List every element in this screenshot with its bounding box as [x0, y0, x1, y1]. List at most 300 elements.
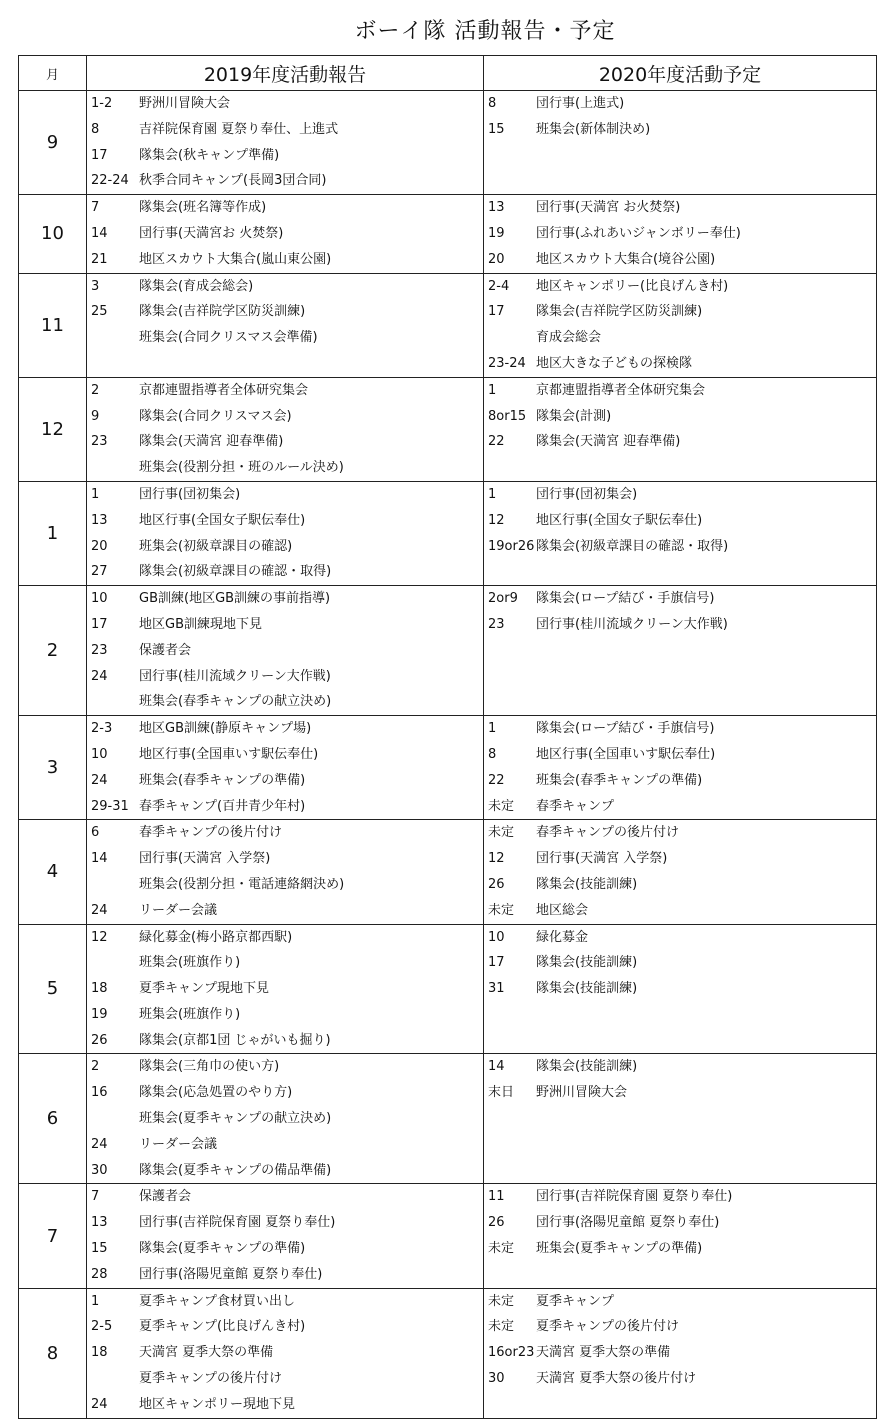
entry-text: 秋季合同キャンプ(長岡3団合同)	[139, 173, 327, 189]
plan-cell	[484, 1184, 877, 1288]
entry-text: 隊集会(天満宮 迎春準備)	[536, 434, 681, 450]
report-entry	[91, 664, 483, 690]
entry-text: 地区総会	[536, 902, 589, 918]
plan-entry	[488, 1314, 876, 1340]
report-entry	[91, 1262, 483, 1288]
report-cell	[87, 377, 484, 481]
month-cell: 4	[19, 820, 87, 924]
entry-text: 夏季キャンプ	[536, 1293, 615, 1309]
entry-text: 京都連盟指導者全体研究集会	[536, 382, 706, 398]
plan-entry	[488, 325, 876, 351]
month-cell: 9	[19, 91, 87, 195]
plan-entry	[488, 950, 876, 976]
plan-entry	[488, 638, 876, 664]
entry-text: 地区スカウト大集合(境谷公園)	[536, 251, 716, 267]
plan-cell	[484, 195, 877, 273]
month-row	[19, 1054, 877, 1184]
entry-text: 班集会(役割分担・班のルール決め)	[139, 460, 344, 476]
entry-date: 6	[91, 825, 100, 841]
entry-date: 21	[91, 251, 108, 267]
entry-text: 地区行事(全国車いす駅伝奉仕)	[536, 746, 716, 762]
report-entry	[91, 689, 483, 715]
entry-date: 14	[91, 225, 108, 241]
entry-date	[91, 689, 139, 715]
entry-text: 地区GB訓練現地下見	[139, 616, 262, 632]
plan-cell	[484, 1054, 877, 1184]
month-cell: 6	[19, 1054, 87, 1184]
report-cell	[87, 1288, 484, 1418]
entry-date: 20	[488, 251, 505, 267]
entry-text: 隊集会(応急処置のやり方)	[139, 1085, 293, 1101]
report-entry	[91, 1106, 483, 1132]
report-entry	[91, 351, 483, 377]
entry-text: 吉祥院保育園 夏祭り奉仕、上進式	[139, 121, 339, 137]
report-entry	[91, 1236, 483, 1262]
entry-date	[91, 1366, 139, 1392]
entry-text: 団行事(天満宮 入学祭)	[139, 851, 271, 867]
plan-entry	[488, 1106, 876, 1132]
month-row	[19, 91, 877, 195]
entry-text: 天満宮 夏季大祭の準備	[536, 1345, 671, 1361]
entry-text: 団行事(洛陽児童館 夏祭り奉仕)	[139, 1266, 323, 1282]
plan-entry	[488, 91, 876, 117]
entry-text: 班集会(役割分担・電話連絡網決め)	[139, 876, 345, 892]
entry-date: 未定	[488, 902, 515, 918]
plan-entry	[488, 429, 876, 455]
plan-entry	[488, 1289, 876, 1315]
entry-text: 京都連盟指導者全体研究集会	[139, 382, 309, 398]
entry-date: 14	[91, 851, 108, 867]
plan-cell	[484, 1288, 877, 1418]
entry-text: 班集会(班旗作り)	[139, 1006, 241, 1022]
entry-date: 12	[488, 851, 505, 867]
entry-text: 班集会(合同クリスマス会準備)	[139, 330, 318, 346]
entry-text: 隊集会(技能訓練)	[536, 981, 638, 997]
entry-text: 隊集会(技能訓練)	[536, 955, 638, 971]
month-row	[19, 820, 877, 924]
month-cell: 5	[19, 924, 87, 1054]
entry-date: 1	[91, 486, 100, 502]
entry-date: 2-4	[488, 278, 510, 294]
entry-text: 班集会(春季キャンプの献立決め)	[139, 694, 332, 710]
report-entry	[91, 325, 483, 351]
entry-text: 地区スカウト大集合(嵐山東公園)	[139, 251, 332, 267]
entry-date: 1	[488, 721, 497, 737]
entry-text: 天満宮 夏季大祭の後片付け	[536, 1371, 697, 1387]
report-entry	[91, 1289, 483, 1315]
entry-text: 緑化募金	[536, 929, 589, 945]
entry-date: 22	[488, 434, 505, 450]
entry-text: 隊集会(初級章課目の確認・取得)	[139, 564, 332, 580]
plan-entry	[488, 1366, 876, 1392]
entry-text: 地区キャンポリー(比良げんき村)	[536, 278, 729, 294]
month-cell: 8	[19, 1288, 87, 1418]
entry-date: 26	[91, 1032, 108, 1048]
entry-text: 保護者会	[139, 1189, 192, 1205]
entry-text: 団行事(団初集会)	[536, 486, 638, 502]
table-body	[19, 91, 877, 1419]
plan-entry	[488, 247, 876, 273]
entry-date: 17	[488, 955, 505, 971]
entry-date: 1	[488, 486, 497, 502]
plan-entry	[488, 1054, 876, 1080]
entry-text: 班集会(春季キャンプの準備)	[139, 772, 306, 788]
report-entry	[91, 482, 483, 508]
entry-date: 17	[91, 147, 108, 163]
report-entry	[91, 794, 483, 820]
entry-text: 団行事(洛陽児童館 夏祭り奉仕)	[536, 1215, 720, 1231]
entry-text: 隊集会(育成会総会)	[139, 278, 254, 294]
entry-text: 隊集会(ロープ結び・手旗信号)	[536, 591, 715, 607]
entry-date: 13	[488, 200, 505, 216]
entry-text: 団行事(ふれあいジャンボリー奉仕)	[536, 225, 741, 241]
report-entry	[91, 404, 483, 430]
report-entry	[91, 1340, 483, 1366]
entry-text: 隊集会(天満宮 迎春準備)	[139, 434, 284, 450]
entry-date: 19	[91, 1006, 108, 1022]
plan-entry	[488, 404, 876, 430]
plan-entry	[488, 299, 876, 325]
entry-text: 春季キャンプの後片付け	[536, 825, 680, 841]
entry-text: リーダー会議	[139, 902, 218, 918]
entry-text: 隊集会(ロープ結び・手旗信号)	[536, 721, 715, 737]
entry-date: 30	[488, 1371, 505, 1387]
entry-date: 13	[91, 1215, 108, 1231]
report-entry	[91, 559, 483, 585]
plan-cell	[484, 273, 877, 377]
entry-date: 未定	[488, 1241, 515, 1257]
entry-text: 団行事(天満宮 お火焚祭)	[536, 200, 681, 216]
plan-entry	[488, 1080, 876, 1106]
plan-entry	[488, 716, 876, 742]
entry-date	[91, 872, 139, 898]
plan-column-header: 2020年度活動予定	[484, 56, 877, 91]
plan-entry	[488, 508, 876, 534]
entry-date: 16	[91, 1085, 108, 1101]
entry-date: 15	[488, 121, 505, 137]
entry-date	[91, 325, 139, 351]
entry-text: 夏季キャンプの後片付け	[536, 1319, 680, 1335]
report-entry	[91, 247, 483, 273]
month-row	[19, 273, 877, 377]
entry-date: 24	[91, 902, 108, 918]
entry-date: 8or15	[488, 408, 527, 424]
report-entry	[91, 1314, 483, 1340]
plan-entry	[488, 378, 876, 404]
report-entry	[91, 1184, 483, 1210]
entry-text: 隊集会(三角巾の使い方)	[139, 1059, 280, 1075]
entry-date: 20	[91, 538, 108, 554]
report-cell	[87, 1184, 484, 1288]
plan-entry	[488, 1236, 876, 1262]
plan-entry	[488, 664, 876, 690]
report-entry	[91, 950, 483, 976]
entry-date: 15	[91, 1241, 108, 1257]
report-cell	[87, 481, 484, 585]
report-entry	[91, 768, 483, 794]
entry-date: 17	[91, 616, 108, 632]
entry-date: 10	[488, 929, 505, 945]
entry-text: 団行事(吉祥院保育園 夏祭り奉仕)	[536, 1189, 733, 1205]
report-entry	[91, 1132, 483, 1158]
entry-text: 保護者会	[139, 642, 192, 658]
month-row	[19, 195, 877, 273]
month-row	[19, 924, 877, 1054]
entry-text: 隊集会(計測)	[536, 408, 612, 424]
entry-text: 隊集会(初級章課目の確認・取得)	[536, 538, 729, 554]
entry-date: 1	[91, 1293, 100, 1309]
report-entry	[91, 378, 483, 404]
entry-text: 団行事(桂川流域クリーン大作戦)	[139, 668, 331, 684]
entry-text: 隊集会(技能訓練)	[536, 876, 638, 892]
plan-entry	[488, 1132, 876, 1158]
plan-entry	[488, 1392, 876, 1418]
month-row	[19, 1184, 877, 1288]
entry-text: 野洲川冒険大会	[536, 1085, 628, 1101]
entry-date: 2-5	[91, 1319, 113, 1335]
entry-text: 地区行事(全国女子駅伝奉仕)	[139, 512, 306, 528]
entry-date: 24	[91, 1136, 108, 1152]
plan-entry	[488, 559, 876, 585]
report-entry	[91, 117, 483, 143]
entry-text: 夏季キャンプ食材買い出し	[139, 1293, 296, 1309]
entry-date: 12	[91, 929, 108, 945]
plan-entry	[488, 768, 876, 794]
plan-entry	[488, 612, 876, 638]
month-row	[19, 1288, 877, 1418]
entry-text: 班集会(夏季キャンプの準備)	[536, 1241, 703, 1257]
table-header-row	[19, 56, 877, 91]
plan-cell	[484, 924, 877, 1054]
plan-entry	[488, 221, 876, 247]
report-entry	[91, 299, 483, 325]
entry-date: 24	[91, 772, 108, 788]
month-cell: 1	[19, 481, 87, 585]
entry-text: 夏季キャンプ現地下見	[139, 981, 270, 997]
entry-date: 末日	[488, 1085, 515, 1101]
plan-entry	[488, 1028, 876, 1054]
entry-text: 隊集会(班名簿等作成)	[139, 200, 267, 216]
entry-date: 10	[91, 746, 108, 762]
report-entry	[91, 820, 483, 846]
entry-text: 地区GB訓練(静原キャンプ場)	[139, 721, 312, 737]
entry-text: 緑化募金(梅小路京都西駅)	[139, 929, 293, 945]
entry-date	[91, 950, 139, 976]
entry-text: 地区キャンポリー現地下見	[139, 1396, 296, 1412]
entry-date: 27	[91, 564, 108, 580]
entry-text: 隊集会(技能訓練)	[536, 1059, 638, 1075]
entry-date: 18	[91, 981, 108, 997]
plan-entry	[488, 1262, 876, 1288]
report-entry	[91, 455, 483, 481]
entry-date: 1-2	[91, 96, 113, 111]
entry-text: 地区大きな子どもの探検隊	[536, 355, 693, 371]
entry-text: 地区行事(全国車いす駅伝奉仕)	[139, 746, 319, 762]
plan-cell	[484, 481, 877, 585]
month-cell: 3	[19, 716, 87, 820]
entry-text: 天満宮 夏季大祭の準備	[139, 1345, 274, 1361]
entry-date: 未定	[488, 1319, 515, 1335]
month-cell: 2	[19, 586, 87, 716]
entry-date: 1	[488, 382, 497, 398]
report-entry	[91, 1028, 483, 1054]
plan-entry	[488, 1002, 876, 1028]
entry-text: 班集会(春季キャンプの準備)	[536, 772, 703, 788]
month-cell: 7	[19, 1184, 87, 1288]
entry-text: 隊集会(夏季キャンプの備品準備)	[139, 1162, 332, 1178]
entry-date: 23-24	[488, 355, 526, 371]
entry-text: 隊集会(京都1団 じゃがいも掘り)	[139, 1032, 331, 1048]
plan-entry	[488, 689, 876, 715]
entry-date: 2	[91, 382, 100, 398]
entry-date: 7	[91, 1189, 100, 1205]
report-cell	[87, 716, 484, 820]
entry-date	[91, 455, 139, 481]
entry-text: 班集会(班旗作り)	[139, 955, 241, 971]
entry-date: 12	[488, 512, 505, 528]
report-entry	[91, 925, 483, 951]
entry-date: 8	[488, 96, 497, 111]
entry-date: 25	[91, 304, 108, 320]
report-entry	[91, 976, 483, 1002]
report-entry	[91, 221, 483, 247]
plan-entry	[488, 820, 876, 846]
plan-cell	[484, 377, 877, 481]
entry-date: 31	[488, 981, 505, 997]
report-cell	[87, 1054, 484, 1184]
entry-text: 隊集会(秋キャンプ準備)	[139, 147, 280, 163]
plan-entry	[488, 846, 876, 872]
entry-date: 13	[91, 512, 108, 528]
month-row	[19, 716, 877, 820]
report-entry	[91, 1054, 483, 1080]
plan-entry	[488, 1210, 876, 1236]
plan-entry	[488, 195, 876, 221]
entry-text: 班集会(新体制決め)	[536, 121, 651, 137]
entry-date: 23	[91, 642, 108, 658]
report-entry	[91, 612, 483, 638]
plan-cell	[484, 586, 877, 716]
entry-date: 29-31	[91, 798, 129, 814]
report-cell	[87, 273, 484, 377]
report-entry	[91, 586, 483, 612]
month-row	[19, 586, 877, 716]
report-entry	[91, 534, 483, 560]
report-entry	[91, 716, 483, 742]
entry-date	[488, 325, 536, 351]
entry-text: 団行事(桂川流域クリーン大作戦)	[536, 616, 728, 632]
entry-text: 野洲川冒険大会	[139, 96, 231, 111]
entry-date	[91, 1106, 139, 1132]
plan-cell	[484, 716, 877, 820]
entry-text: 夏季キャンプの後片付け	[139, 1371, 283, 1387]
report-entry	[91, 508, 483, 534]
entry-date: 3	[91, 278, 100, 294]
entry-text: 団行事(天満宮お 火焚祭)	[139, 225, 284, 241]
entry-text: 育成会総会	[536, 330, 602, 346]
entry-text: 隊集会(合同クリスマス会)	[139, 408, 292, 424]
plan-entry	[488, 143, 876, 169]
entry-date: 2or9	[488, 591, 518, 607]
entry-date: 18	[91, 1345, 108, 1361]
entry-date: 26	[488, 1215, 505, 1231]
entry-date: 30	[91, 1162, 108, 1178]
entry-date: 9	[91, 408, 100, 424]
plan-cell	[484, 91, 877, 195]
entry-date: 未定	[488, 825, 515, 841]
report-cell	[87, 91, 484, 195]
entry-text: 地区行事(全国女子駅伝奉仕)	[536, 512, 703, 528]
entry-date: 23	[488, 616, 505, 632]
report-entry	[91, 872, 483, 898]
entry-date: 22	[488, 772, 505, 788]
month-cell: 10	[19, 195, 87, 273]
entry-date: 7	[91, 200, 100, 216]
plan-entry	[488, 168, 876, 194]
entry-text: 夏季キャンプ(比良げんき村)	[139, 1319, 306, 1335]
plan-entry	[488, 794, 876, 820]
plan-entry	[488, 742, 876, 768]
report-entry	[91, 168, 483, 194]
report-entry	[91, 1366, 483, 1392]
entry-date: 17	[488, 304, 505, 320]
entry-date: 2-3	[91, 721, 113, 737]
plan-entry	[488, 925, 876, 951]
report-cell	[87, 586, 484, 716]
plan-entry	[488, 976, 876, 1002]
report-cell	[87, 820, 484, 924]
entry-date: 8	[91, 121, 100, 137]
report-entry	[91, 429, 483, 455]
report-cell	[87, 924, 484, 1054]
plan-entry	[488, 1158, 876, 1184]
report-column-header: 2019年度活動報告	[87, 56, 484, 91]
plan-entry	[488, 351, 876, 377]
report-entry	[91, 1158, 483, 1184]
plan-entry	[488, 872, 876, 898]
entry-date: 24	[91, 668, 108, 684]
report-cell	[87, 195, 484, 273]
plan-cell	[484, 820, 877, 924]
entry-text: 団行事(団初集会)	[139, 486, 241, 502]
month-cell: 12	[19, 377, 87, 481]
entry-text: 団行事(天満宮 入学祭)	[536, 851, 668, 867]
plan-entry	[488, 1184, 876, 1210]
plan-entry	[488, 534, 876, 560]
report-entry	[91, 195, 483, 221]
entry-date: 未定	[488, 1293, 515, 1309]
entry-text: 隊集会(夏季キャンプの準備)	[139, 1241, 306, 1257]
report-entry	[91, 91, 483, 117]
plan-entry	[488, 898, 876, 924]
report-entry	[91, 898, 483, 924]
entry-text: 団行事(吉祥院保育園 夏祭り奉仕)	[139, 1215, 336, 1231]
entry-date: 22-24	[91, 173, 129, 189]
plan-entry	[488, 455, 876, 481]
plan-entry	[488, 117, 876, 143]
entry-text: GB訓練(地区GB訓練の事前指導)	[139, 591, 331, 607]
month-cell: 11	[19, 273, 87, 377]
report-entry	[91, 1002, 483, 1028]
plan-entry	[488, 1340, 876, 1366]
entry-date: 23	[91, 434, 108, 450]
entry-text: 団行事(上進式)	[536, 96, 625, 111]
report-entry	[91, 742, 483, 768]
entry-date: 28	[91, 1266, 108, 1282]
entry-text: 班集会(夏季キャンプの献立決め)	[139, 1111, 332, 1127]
plan-entry	[488, 586, 876, 612]
entry-date: 24	[91, 1396, 108, 1412]
